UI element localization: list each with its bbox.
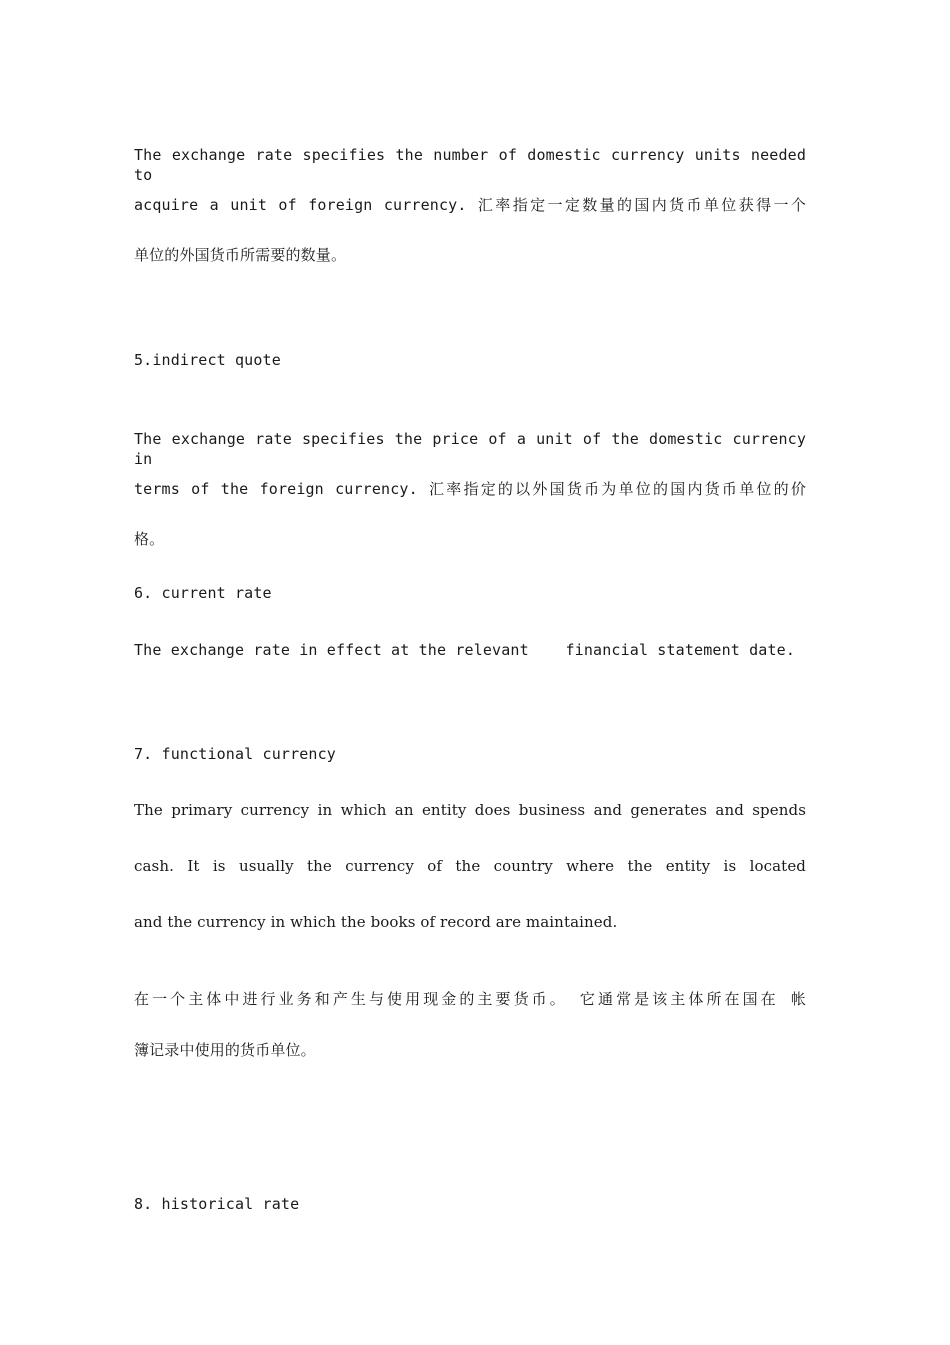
paragraph-line: 单位的外国货币所需要的数量。 bbox=[134, 246, 347, 264]
paragraph-line: 在一个主体中进行业务和产生与使用现金的主要货币。 它通常是该主体所在国在 帐 bbox=[134, 990, 806, 1008]
paragraph-line: cash. It is usually the currency of the country where the entity is located bbox=[134, 857, 806, 875]
section-heading: 6. current rate bbox=[134, 584, 272, 602]
paragraph-line: and the currency in which the books of record are maintained. bbox=[134, 913, 618, 931]
paragraph-line: The exchange rate specifies the number of domestic currency units needed to bbox=[134, 146, 806, 184]
section-heading: 7. functional currency bbox=[134, 745, 336, 763]
section-heading: 8. historical rate bbox=[134, 1195, 300, 1213]
paragraph-line: The primary currency in which an entity does business and generates and spends bbox=[134, 801, 806, 819]
paragraph-line: acquire a unit of foreign currency. 汇率指定一定数量的国内货币单位获得一个 bbox=[134, 196, 806, 214]
section-heading: 5.indirect quote bbox=[134, 351, 281, 369]
paragraph-line: terms of the foreign currency. 汇率指定的以外国货币为单位的国内货币单位的价 bbox=[134, 480, 806, 498]
paragraph-line: The exchange rate specifies the price of a unit of the domestic currency in bbox=[134, 430, 806, 468]
paragraph-line: 簿记录中使用的货币单位。 bbox=[134, 1041, 316, 1059]
paragraph-line: 格。 bbox=[134, 530, 165, 548]
paragraph-line: The exchange rate in effect at the relevant financial statement date. bbox=[134, 641, 796, 659]
